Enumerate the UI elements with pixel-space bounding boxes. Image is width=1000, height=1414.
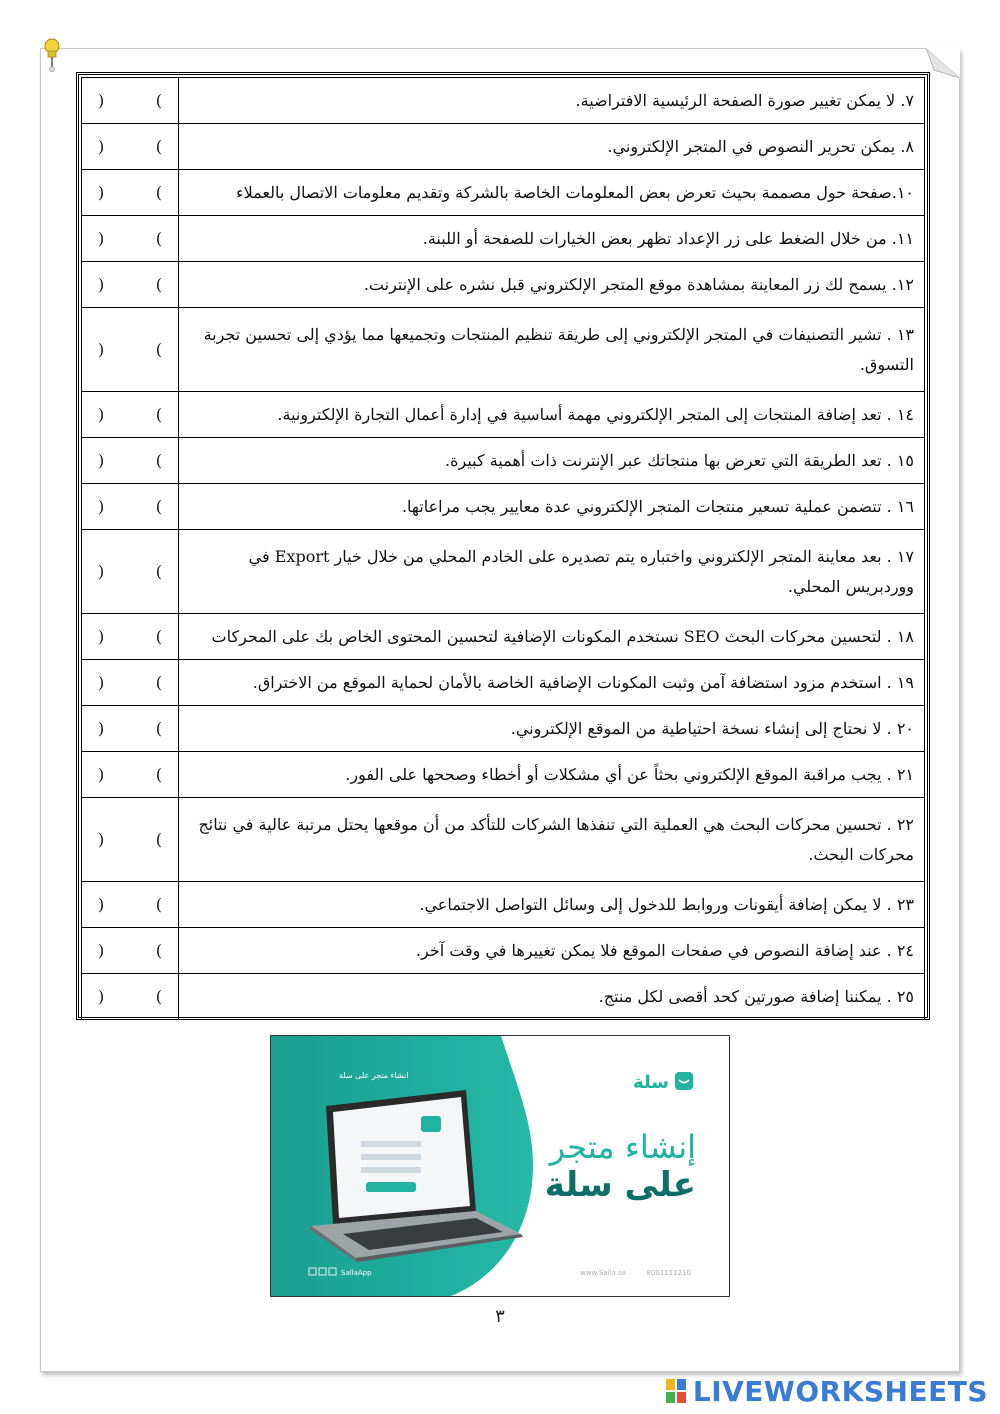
answer-parentheses[interactable] (82, 405, 178, 424)
question-text: ١٠.صفحة حول مصممة بحيث تعرض بعض المعلومات الخاصة بالشركة وتقديم معلومات الاتصال بالعملاء (179, 170, 925, 216)
close-paren: ) (98, 340, 105, 359)
answer-parentheses[interactable] (82, 137, 178, 156)
close-paren: ) (98, 830, 105, 849)
answer-blank[interactable] (82, 752, 179, 798)
question-text: ١٦ . تتضمن عملية تسعير منتجات المتجر الإلكتروني عدة معايير يجب مراعاتها. (179, 484, 925, 530)
answer-blank[interactable] (82, 438, 179, 484)
answer-blank[interactable] (82, 124, 179, 170)
answer-blank[interactable] (82, 798, 179, 882)
salla-ad-graphic (271, 1036, 729, 1296)
answer-blank[interactable] (82, 882, 179, 928)
close-paren: ) (98, 895, 105, 914)
answer-parentheses[interactable] (82, 497, 178, 516)
true-false-table (76, 72, 930, 1020)
close-paren: ) (98, 275, 105, 294)
open-paren: ( (155, 340, 162, 359)
liveworksheets-brand (665, 1374, 988, 1408)
question-row (82, 660, 925, 706)
liveworksheets-logo-icon (665, 1378, 687, 1404)
question-text: ١٥ . تعد الطريقة التي تعرض بها منتجاتك عبر الإنترنت ذات أهمية كبيرة. (179, 438, 925, 484)
close-paren: ) (98, 91, 105, 110)
question-row (82, 262, 925, 308)
open-paren: ( (155, 673, 162, 692)
question-text: ١٩ . استخدم مزود استضافة آمن وثبت المكونات الإضافية الخاصة بالأمان لحماية الموقع من الاختراق. (179, 660, 925, 706)
question-text: ١٣ . تشير التصنيفات في المتجر الإلكتروني إلى طريقة تنظيم المنتجات وتجميعها مما يؤدي إلى تحسين تجربة التسوق. (179, 308, 925, 392)
question-text: ٢٠ . لا نحتاج إلى إنشاء نسخة احتياطية من الموقع الإلكتروني. (179, 706, 925, 752)
answer-blank[interactable] (82, 484, 179, 530)
page-curl (926, 48, 960, 78)
question-row (82, 78, 925, 124)
answer-parentheses[interactable] (82, 562, 178, 581)
close-paren: ) (98, 405, 105, 424)
close-paren: ) (98, 987, 105, 1006)
answer-blank[interactable] (82, 262, 179, 308)
answer-parentheses[interactable] (82, 627, 178, 646)
open-paren: ( (155, 765, 162, 784)
open-paren: ( (155, 719, 162, 738)
open-paren: ( (155, 895, 162, 914)
answer-parentheses[interactable] (82, 987, 178, 1006)
open-paren: ( (155, 987, 162, 1006)
open-paren: ( (155, 562, 162, 581)
ad-brand: سلة (633, 1072, 669, 1093)
question-text: ١٧ . بعد معاينة المتجر الإلكتروني واختباره يتم تصديره على الخادم المحلي من خلال خيار Export في ووردبريس المحلي. (179, 530, 925, 614)
liveworksheets-wordmark: LIVEWORKSHEETS (692, 1374, 988, 1408)
open-paren: ( (155, 627, 162, 646)
question-text: ٢١ . يجب مراقبة الموقع الإلكتروني بحثاً عن أي مشكلات أو أخطاء وصححها على الفور. (179, 752, 925, 798)
close-paren: ) (98, 497, 105, 516)
open-paren: ( (155, 137, 162, 156)
ad-headline-1: إنشاء متجر (549, 1128, 696, 1166)
answer-parentheses[interactable] (82, 719, 178, 738)
question-text: ١٢. يسمح لك زر المعاينة بمشاهدة موقع المتجر الإلكتروني قبل نشره على الإنترنت. (179, 262, 925, 308)
answer-parentheses[interactable] (82, 941, 178, 960)
salla-advertisement (270, 1035, 730, 1297)
question-row (82, 798, 925, 882)
open-paren: ( (155, 275, 162, 294)
ad-social-handle: SallaApp (341, 1269, 372, 1277)
question-row (82, 974, 925, 1020)
question-row (82, 308, 925, 392)
question-row (82, 614, 925, 660)
question-row (82, 392, 925, 438)
answer-parentheses[interactable] (82, 830, 178, 849)
answer-blank[interactable] (82, 308, 179, 392)
questions-table (81, 77, 925, 1020)
answer-blank[interactable] (82, 530, 179, 614)
question-text: ١٨ . لتحسين محركات البحث SEO نستخدم المكونات الإضافية لتحسين المحتوى الخاص بك على المحركات (179, 614, 925, 660)
question-row (82, 124, 925, 170)
open-paren: ( (155, 451, 162, 470)
answer-blank[interactable] (82, 706, 179, 752)
answer-parentheses[interactable] (82, 895, 178, 914)
answer-blank[interactable] (82, 78, 179, 124)
question-text: ١٤ . تعد إضافة المنتجات إلى المتجر الإلكتروني مهمة أساسية في إدارة أعمال التجارة الإلكترونية. (179, 392, 925, 438)
answer-blank[interactable] (82, 216, 179, 262)
open-paren: ( (155, 405, 162, 424)
open-paren: ( (155, 830, 162, 849)
answer-blank[interactable] (82, 170, 179, 216)
question-row (82, 752, 925, 798)
answer-blank[interactable] (82, 614, 179, 660)
question-row (82, 530, 925, 614)
answer-parentheses[interactable] (82, 275, 178, 294)
answer-parentheses[interactable] (82, 765, 178, 784)
answer-blank[interactable] (82, 660, 179, 706)
answer-parentheses[interactable] (82, 229, 178, 248)
ad-phone: 8001111210 (646, 1269, 691, 1277)
open-paren: ( (155, 497, 162, 516)
answer-parentheses[interactable] (82, 673, 178, 692)
ad-website: www.Salla.sa (580, 1269, 626, 1277)
close-paren: ) (98, 765, 105, 784)
answer-parentheses[interactable] (82, 340, 178, 359)
question-text: ٢٤ . عند إضافة النصوص في صفحات الموقع فلا يمكن تغييرها في وقت آخر. (179, 928, 925, 974)
page-number: ٣ (495, 1306, 505, 1327)
ad-headline-2: على سلة (544, 1165, 696, 1205)
answer-parentheses[interactable] (82, 183, 178, 202)
open-paren: ( (155, 941, 162, 960)
question-text: ٢٥ . يمكننا إضافة صورتين كحد أقصى لكل منتج. (179, 974, 925, 1020)
close-paren: ) (98, 719, 105, 738)
question-text: ٢٢ . تحسين محركات البحث هي العملية التي تنفذها الشركات للتأكد من أن موقعها يحتل مرتبة عالية في نتائج محركات البحث. (179, 798, 925, 882)
answer-blank[interactable] (82, 928, 179, 974)
close-paren: ) (98, 183, 105, 202)
close-paren: ) (98, 562, 105, 581)
question-text: ٨. يمكن تحرير النصوص في المتجر الإلكتروني. (179, 124, 925, 170)
close-paren: ) (98, 229, 105, 248)
ad-screen-caption: انشاء متجر على سلة (339, 1071, 409, 1080)
question-row (82, 928, 925, 974)
close-paren: ) (98, 451, 105, 470)
close-paren: ) (98, 627, 105, 646)
pushpin-icon (42, 38, 62, 72)
open-paren: ( (155, 229, 162, 248)
question-text: ٢٣ . لا يمكن إضافة أيقونات وروابط للدخول إلى وسائل التواصل الاجتماعي. (179, 882, 925, 928)
question-row (82, 706, 925, 752)
close-paren: ) (98, 673, 105, 692)
answer-parentheses[interactable] (82, 91, 178, 110)
question-row (82, 438, 925, 484)
question-row (82, 484, 925, 530)
question-text: ١١. من خلال الضغط على زر الإعداد تظهر بعض الخيارات للصفحة أو اللبنة. (179, 216, 925, 262)
question-row (82, 216, 925, 262)
open-paren: ( (155, 91, 162, 110)
close-paren: ) (98, 137, 105, 156)
answer-parentheses[interactable] (82, 451, 178, 470)
question-row (82, 170, 925, 216)
question-row (82, 882, 925, 928)
close-paren: ) (98, 941, 105, 960)
salla-logo (675, 1072, 693, 1090)
question-text: ٧. لا يمكن تغيير صورة الصفحة الرئيسية الافتراضية. (179, 78, 925, 124)
answer-blank[interactable] (82, 392, 179, 438)
open-paren: ( (155, 183, 162, 202)
answer-blank[interactable] (82, 974, 179, 1020)
